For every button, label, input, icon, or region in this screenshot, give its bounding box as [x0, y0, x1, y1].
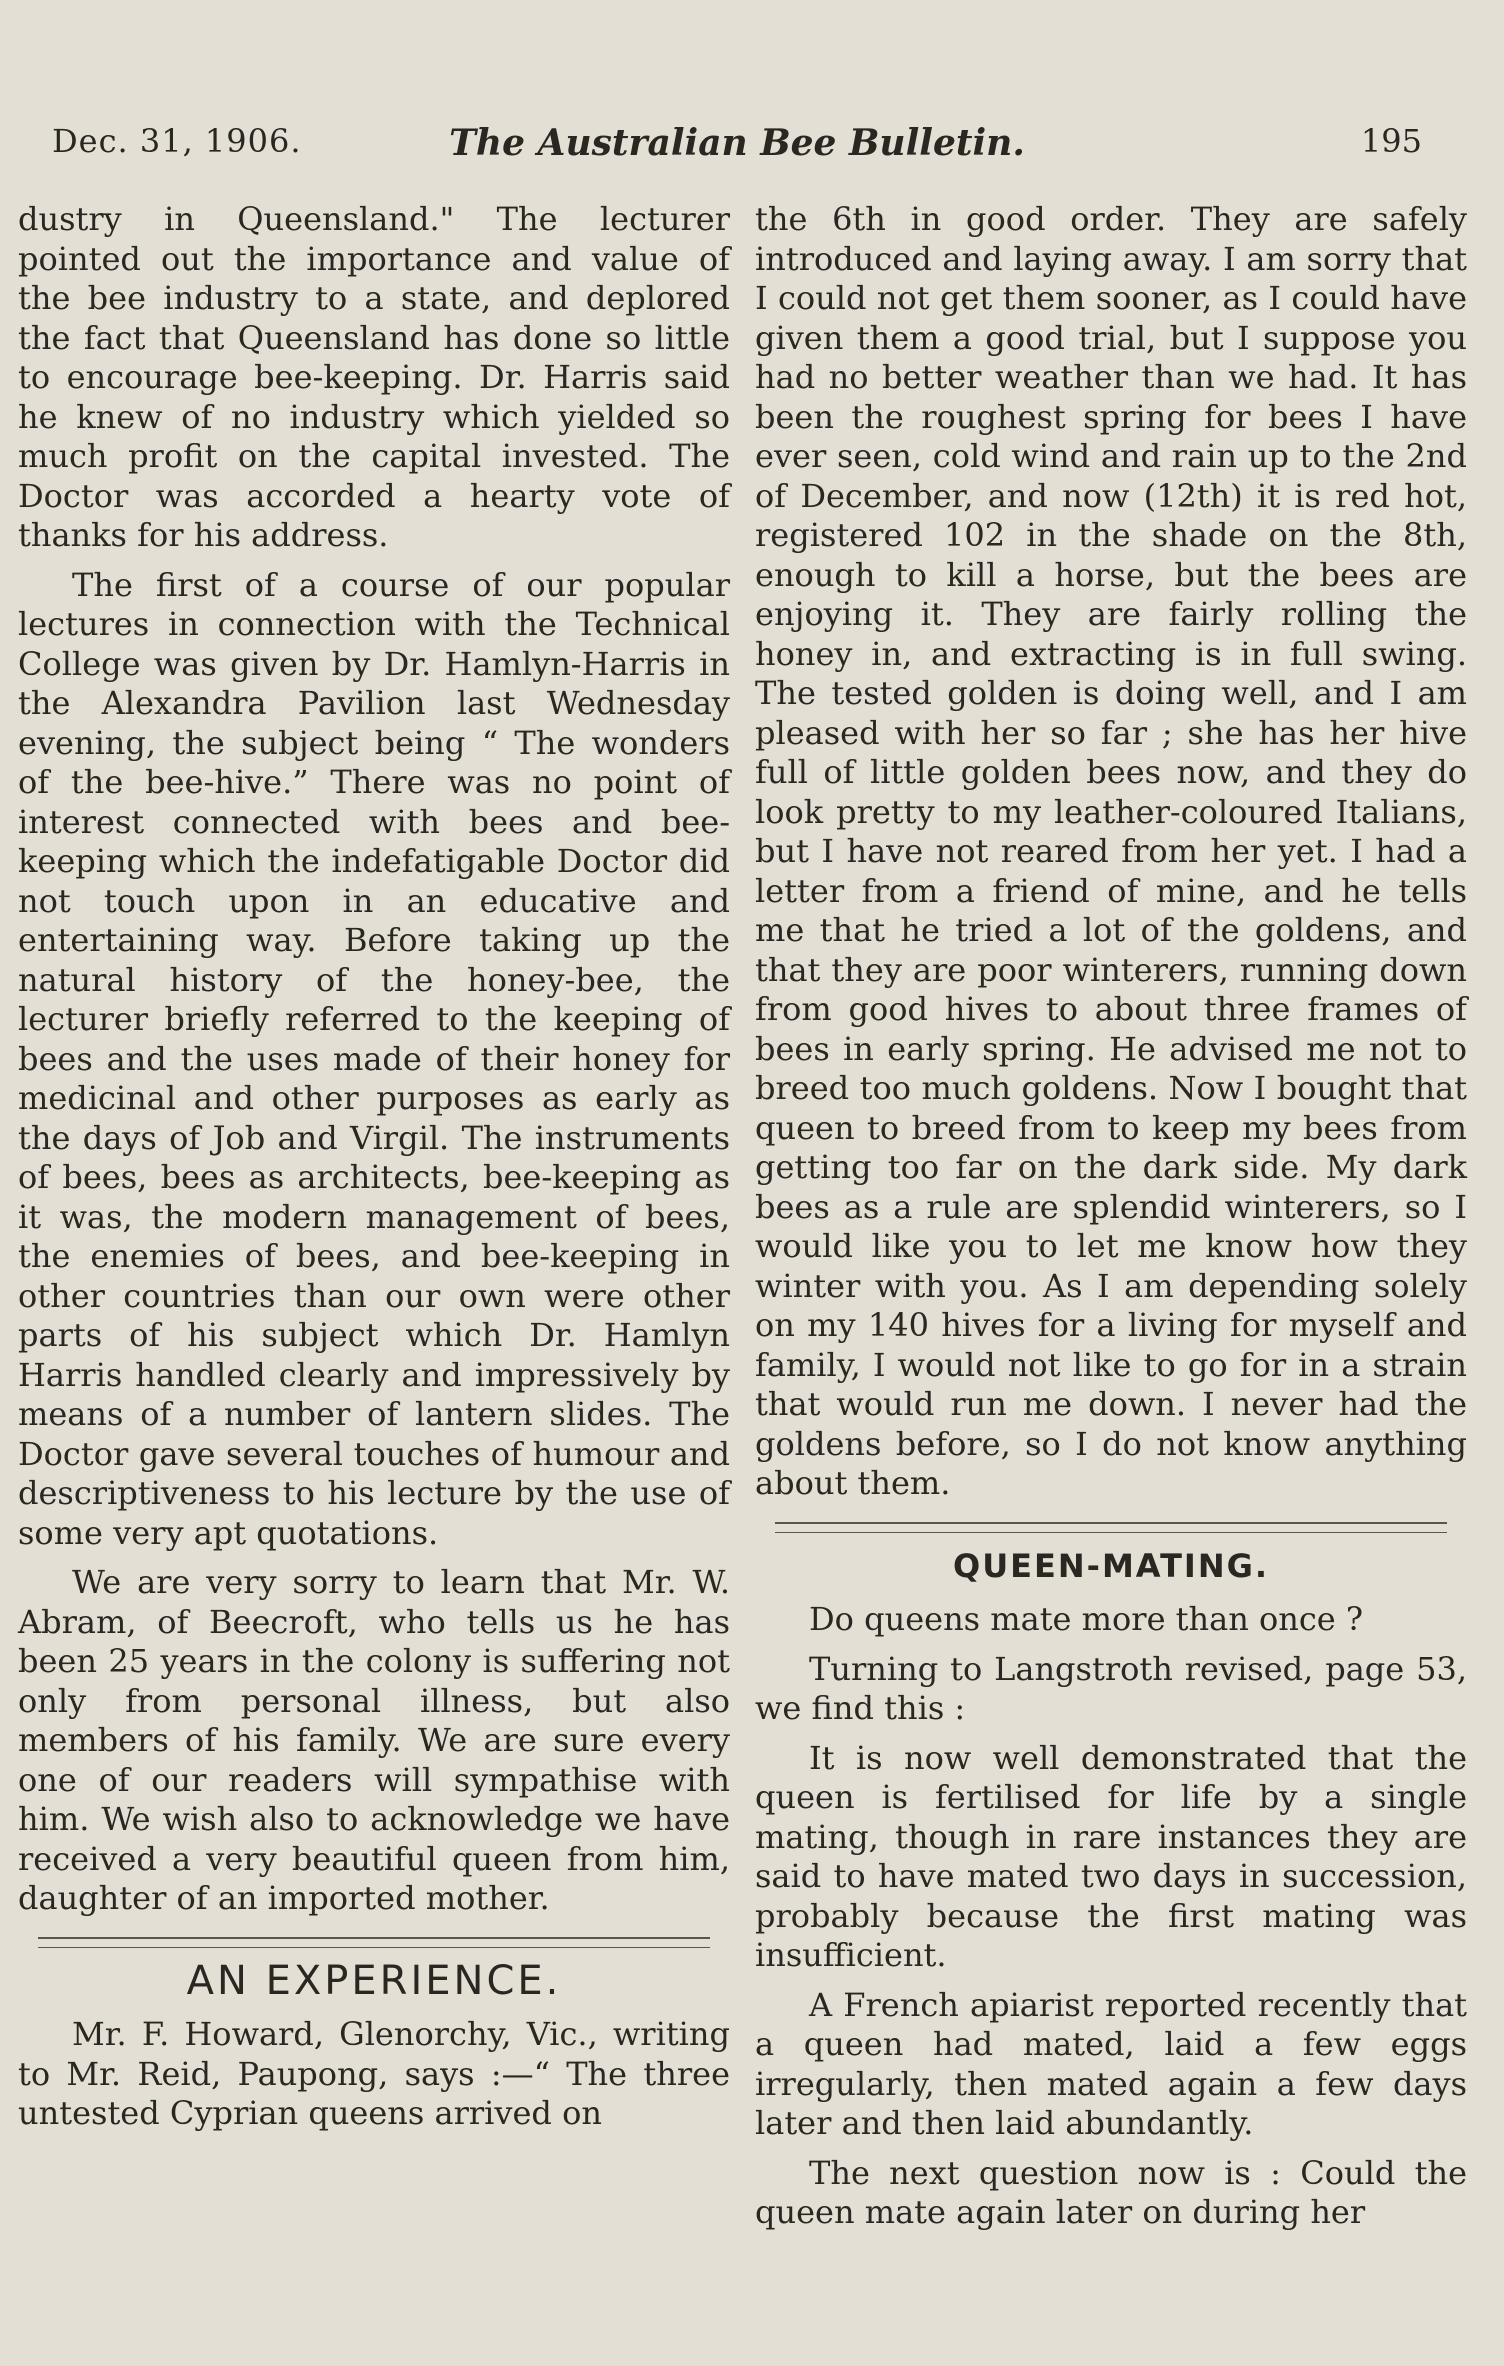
right-column: [755, 200, 1467, 2243]
section-divider: [38, 1937, 710, 1948]
issue-date: Dec. 31, 1906.: [52, 122, 302, 160]
page-number: 195: [1360, 122, 1422, 160]
paragraph: dustry in Queensland." The lecturer pointed out the importance and value of the bee industry to a state, and deplored the fact that Queensland has done so little to encourage bee-keeping. Dr. Harris said he knew of no industry which yielded so much profit on the capital invested. The Doctor was accorded a hearty vote of thanks for his address.: [18, 200, 730, 554]
section-divider: [775, 1522, 1447, 1533]
left-column: [18, 200, 730, 2144]
paragraph: Do queens mate more than once ?: [809, 1600, 1364, 1638]
paragraph: We are very sorry to learn that Mr. W. Abram, of Beecroft, who tells us he has been 25 years in the colony is suffering not only from personal illness, but also members of his family. We are sure every one of our readers will sympathise with him. We wish also to acknowledge we have received a very beautiful queen from him, daughter of an imported mother.: [18, 1563, 730, 1917]
page-header: [52, 122, 1422, 172]
paragraph: Mr. F. Howard, Glenorchy, Vic., writing to Mr. Reid, Paupong, says :—“ The three untested Cyprian queens arrived on: [18, 2015, 730, 2132]
section-heading: QUEEN-MATING.: [952, 1546, 1270, 1585]
paragraph: A French apiarist reported recently that a queen had mated, laid a few eggs irregularly, then mated again a few days later and then laid abundantly.: [755, 1985, 1467, 2142]
section-heading: AN EXPERIENCE.: [186, 1957, 562, 2004]
paragraph: the 6th in good order. They are safely introduced and laying away. I am sorry that I could not get them sooner, as I could have given them a good trial, but I suppose you had no better weather than we had. It has been the roughest spring for bees I have ever seen, cold wind and rain up to the 2nd of December, and now (12th) it is red hot, registered 102 in the shade on the 8th, enough to kill a horse, but the bees are enjoying it. They are fairly rolling the honey in, and extracting is in full swing. The tested golden is doing well, and I am pleased with her so far ; she has her hive full of little golden bees now, and they do look pretty to my leather-coloured Italians, but I have not reared from her yet. I had a letter from a friend of mine, and he tells me that he tried a lot of the goldens, and that they are poor winterers, running down from good hives to about three frames of bees in early spring. He advised me not to breed too much goldens. Now I bought that queen to breed from to keep my bees from getting too far on the dark side. My dark bees as a rule are splendid winterers, so I would like you to let me know how they winter with you. As I am depending solely on my 140 hives for a living for myself and family, I would not like to go for in a strain that would run me down. I never had the goldens before, so I do not know anything about them.: [755, 200, 1467, 1502]
publication-title: The Australian Bee Bulletin.: [449, 122, 1025, 164]
paragraph: The first of a course of our popular lectures in connection with the Technical College was given by Dr. Hamlyn-Harris in the Alexandra Pavilion last Wednesday evening, the subject being “ The wonders of the bee-hive.” There was no point of interest connected with bees and bee-keeping which the indefatigable Doctor did not touch upon in an educative and entertaining way. Before taking up the natural history of the honey-bee, the lecturer briefly referred to the keeping of bees and the uses made of their honey for medicinal and other purposes as early as the days of Job and Virgil. The instruments of bees, bees as architects, bee-keeping as it was, the modern management of bees, the enemies of bees, and bee-keeping in other countries than our own were other parts of his subject which Dr. Hamlyn Harris handled clearly and impressively by means of a number of lantern slides. The Doctor gave several touches of humour and descriptiveness to his lecture by the use of some very apt quotations.: [18, 565, 730, 1552]
paragraph: The next question now is : Could the queen mate again later on during her: [755, 2153, 1467, 2231]
paragraph: It is now well demonstrated that the queen is fertilised for life by a single mating, though in rare instances they are said to have mated two days in succession, probably because the first mating was insufficient.: [755, 1738, 1467, 1974]
paragraph: Turning to Langstroth revised, page 53, we find this :: [755, 1649, 1467, 1727]
